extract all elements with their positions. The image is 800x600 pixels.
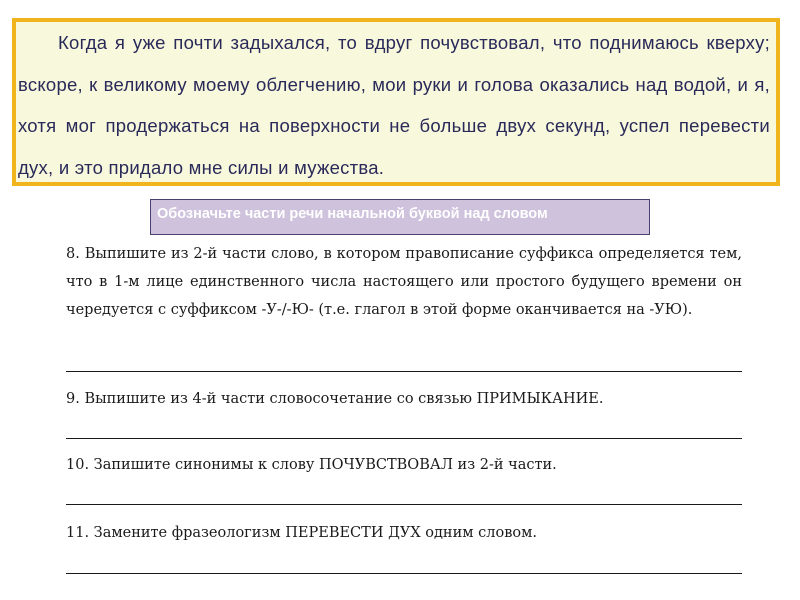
answer-line-8[interactable]: [66, 371, 742, 372]
answer-line-11[interactable]: [66, 573, 742, 574]
passage-text: Когда я уже почти задыхался, то вдруг почувствовал, что поднимаюсь кверху; вскоре, к великому моему облегчению, мои руки и голова оказались над водой, и я, хотя мог продержаться на поверхности не больше двух секунд, успел перевести дух, и это придало мне силы и мужества.: [18, 32, 770, 178]
answer-line-9[interactable]: [66, 438, 742, 439]
answer-line-10[interactable]: [66, 504, 742, 505]
task-10: 10. Запишите синонимы к слову ПОЧУВСТВОВАЛ из 2-й части.: [66, 457, 557, 473]
instruction-hint: Обозначьте части речи начальной буквой над словом: [150, 199, 650, 235]
task-11: 11. Замените фразеологизм ПЕРЕВЕСТИ ДУХ одним словом.: [66, 525, 537, 541]
task-9: 9. Выпишите из 4-й части словосочетание со связью ПРИМЫКАНИЕ.: [66, 391, 604, 407]
task-8: 8. Выпишите из 2-й части слово, в котором правописание суффикса определяется тем, что в 1-м лице единственного числа настоящего или простого будущего времени он чередуется с суффиксом -У-/-Ю- (т.е. глагол в этой форме оканчивается на -УЮ).: [66, 246, 742, 318]
